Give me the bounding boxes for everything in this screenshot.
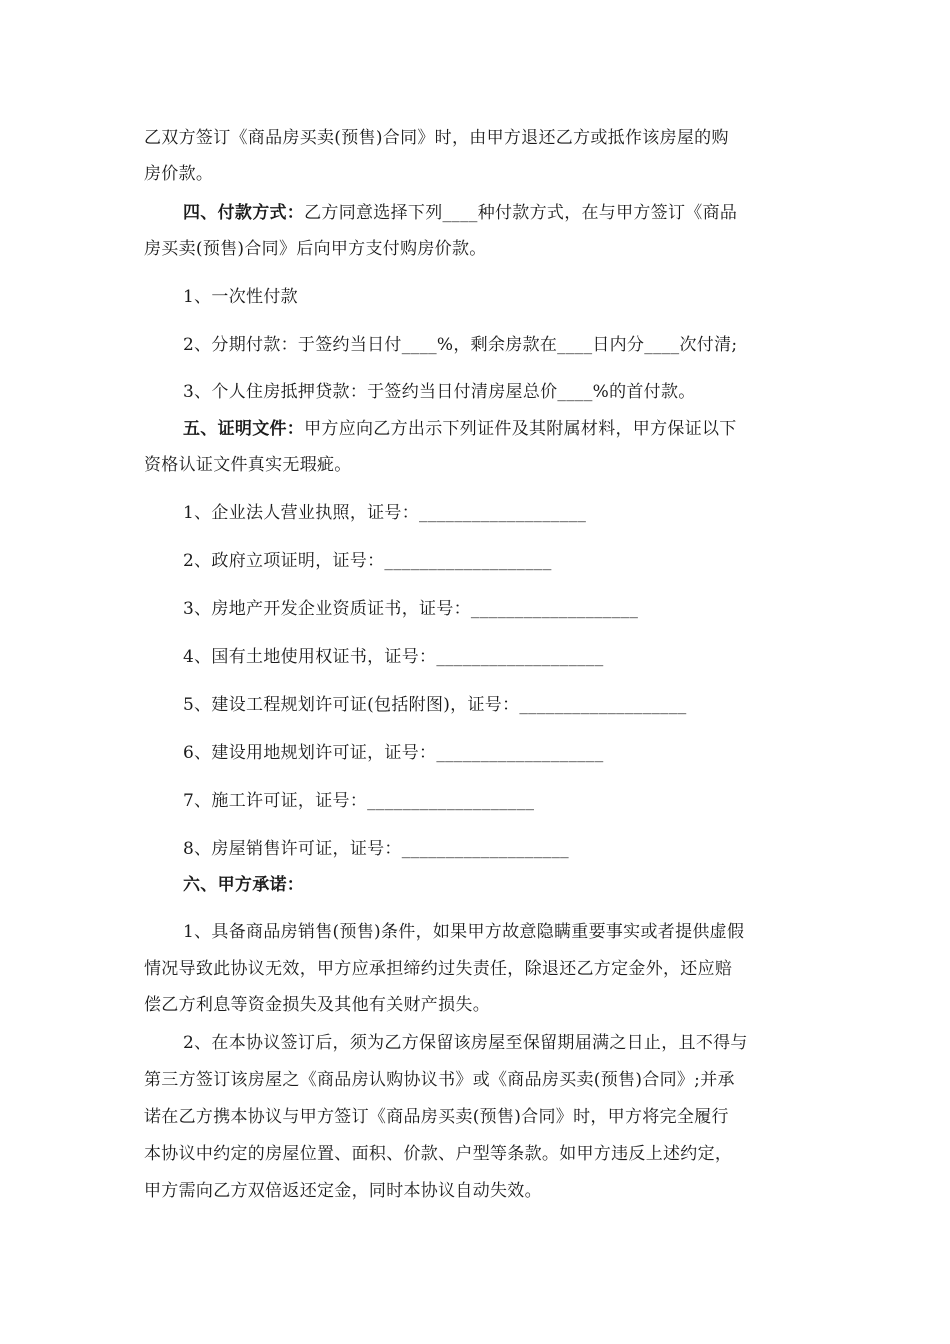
paragraph-line: 房买卖(预售)合同》后向甲方支付购房价款。: [144, 239, 487, 259]
document-item-1: 1、企业法人营业执照，证号：___________________: [183, 503, 587, 523]
paragraph-line: 乙双方签订《商品房买卖(预售)合同》时，由甲方退还乙方或抵作该房屋的购: [144, 128, 729, 148]
document-item-7: 7、施工许可证，证号：___________________: [183, 791, 535, 811]
promise-1-line: 1、具备商品房销售(预售)条件，如果甲方故意隐瞒重要事实或者提供虚假: [183, 922, 745, 942]
promise-1-line: 偿乙方利息等资金损失及其他有关财产损失。: [144, 995, 490, 1015]
document-item-2: 2、政府立项证明，证号：___________________: [183, 551, 552, 571]
promise-2-line: 甲方需向乙方双倍返还定金，同时本协议自动失效。: [144, 1181, 542, 1201]
promise-1-line: 情况导致此协议无效，甲方应承担缔约过失责任，除退还乙方定金外，还应赔: [144, 959, 733, 979]
document-item-4: 4、国有土地使用权证书，证号：___________________: [183, 647, 604, 667]
section-6-heading: 六、甲方承诺：: [183, 875, 305, 895]
section-5-heading: 五、证明文件：: [183, 419, 305, 439]
paragraph-line: 房价款。: [144, 164, 214, 184]
promise-2-line: 本协议中约定的房屋位置、面积、价款、户型等条款。如甲方违反上述约定，: [144, 1144, 733, 1164]
document-item-5: 5、建设工程规划许可证(包括附图)，证号：___________________: [183, 695, 687, 715]
payment-option-2: 2、分期付款：于签约当日付____%，剩余房款在____日内分____次付清;: [183, 335, 738, 355]
section-4-heading: 四、付款方式：: [183, 203, 305, 223]
payment-option-1: 1、一次性付款: [183, 287, 298, 307]
section-5-line: [183, 417, 737, 441]
promise-2-line: 2、在本协议签订后，须为乙方保留该房屋至保留期届满之日止，且不得与: [183, 1033, 748, 1053]
document-item-8: 8、房屋销售许可证，证号：___________________: [183, 839, 569, 859]
section-5-text: 甲方应向乙方出示下列证件及其附属材料，甲方保证以下: [304, 419, 737, 439]
promise-2-line: 第三方签订该房屋之《商品房认购协议书》或《商品房买卖(预售)合同》;并承: [144, 1070, 735, 1090]
section-4-text: 乙方同意选择下列____种付款方式，在与甲方签订《商品: [304, 203, 738, 223]
paragraph-line: 资格认证文件真实无瑕疵。: [144, 455, 352, 475]
section-4-line: [183, 201, 737, 225]
document-item-3: 3、房地产开发企业资质证书，证号：___________________: [183, 599, 639, 619]
document-item-6: 6、建设用地规划许可证，证号：___________________: [183, 743, 604, 763]
promise-2-line: 诺在乙方携本协议与甲方签订《商品房买卖(预售)合同》时，甲方将完全履行: [144, 1107, 729, 1127]
payment-option-3: 3、个人住房抵押贷款：于签约当日付清房屋总价____%的首付款。: [183, 382, 696, 402]
